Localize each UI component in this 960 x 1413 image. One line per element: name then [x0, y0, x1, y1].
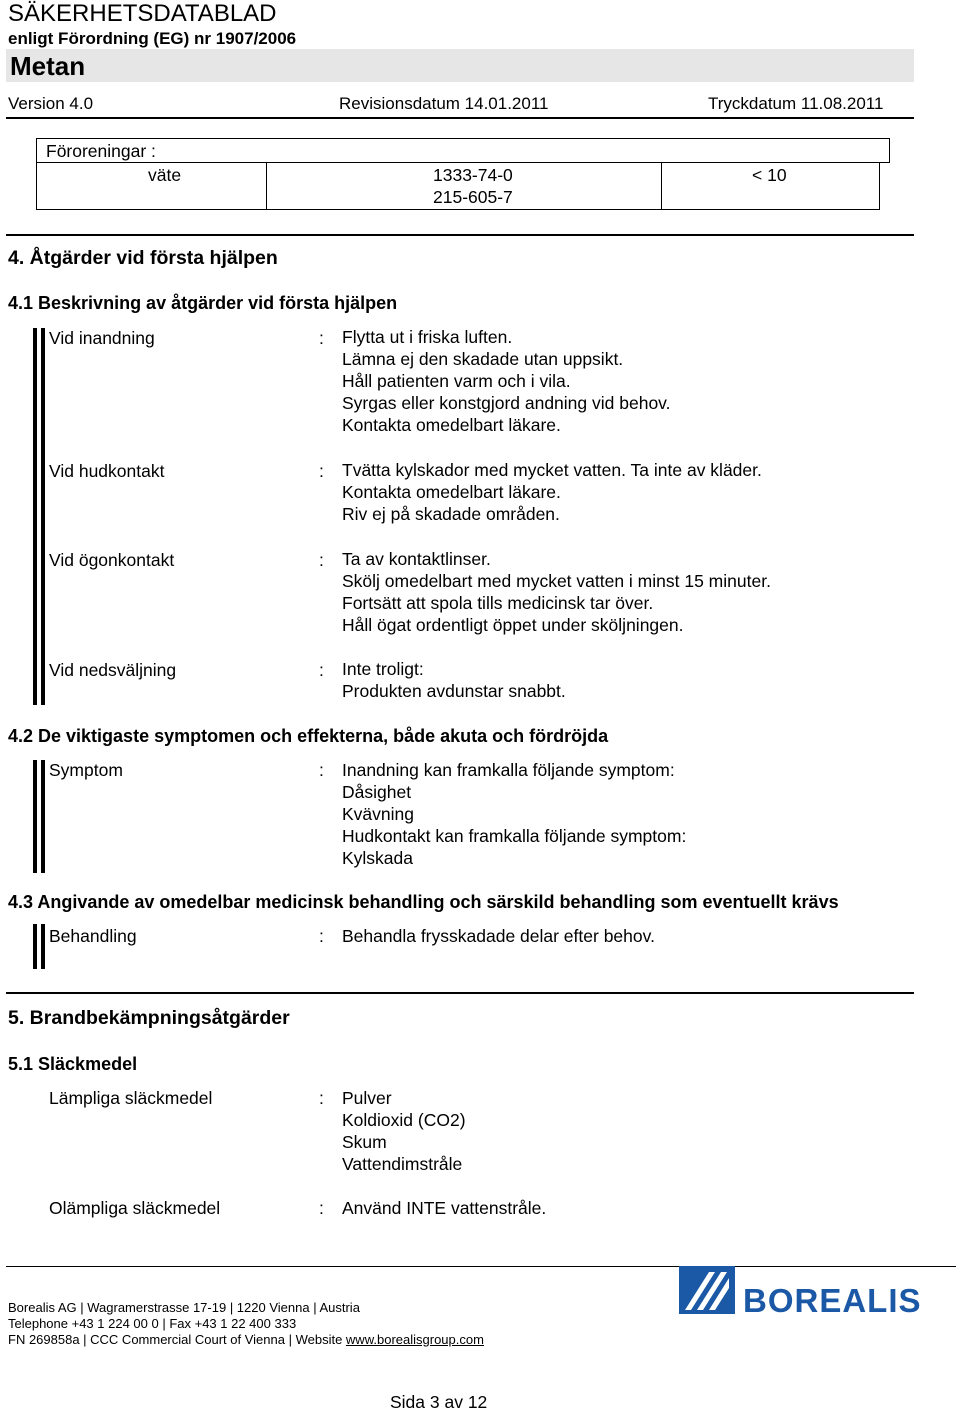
impurity-ec: 215-605-7	[433, 187, 513, 207]
separator: :	[319, 1198, 324, 1218]
item-label-eye: Vid ögonkontakt	[49, 550, 175, 570]
section43-title: 4.3 Angivande av omedelbar medicinsk behandling och särskild behandling som eventuellt krävs	[8, 892, 839, 912]
item-label-suitable-media: Lämpliga släckmedel	[49, 1088, 213, 1108]
text-line: Lämna ej den skadade utan uppsikt.	[342, 349, 624, 369]
footer-address: Borealis AG | Wagramerstrasse 17-19 | 1220 Vienna | Austria	[8, 1300, 360, 1315]
change-bar	[33, 760, 37, 873]
regulation-subtitle: enligt Förordning (EG) nr 1907/2006	[8, 29, 297, 48]
change-bar	[33, 924, 37, 969]
version: Version 4.0	[8, 94, 94, 113]
text-line: Kontakta omedelbart läkare.	[342, 482, 561, 502]
text-line: Håll ögat ordentligt öppet under sköljningen.	[342, 615, 684, 635]
separator: :	[319, 550, 324, 570]
item-label-ingestion: Vid nedsväljning	[49, 660, 177, 680]
suitable-media-text	[342, 1087, 466, 1175]
footer-registration-text: FN 269858a | CCC Commercial Court of Vienna | Website	[8, 1332, 346, 1347]
separator: :	[319, 1088, 324, 1108]
impurity-name: väte	[148, 165, 182, 185]
section42-title: 4.2 De viktigaste symptomen och effekterna, både akuta och fördröjda	[8, 726, 609, 746]
item-label-treatment: Behandling	[49, 926, 137, 946]
footer-registration	[8, 1332, 484, 1347]
separator: :	[319, 926, 324, 946]
text-line: Flytta ut i friska luften.	[342, 327, 513, 347]
product-bar	[6, 49, 914, 82]
separator: :	[319, 760, 324, 780]
text-line: Fortsätt att spola tills medicinsk tar över.	[342, 593, 654, 613]
header-rule	[6, 117, 914, 119]
product-name: Metan	[10, 51, 86, 81]
section51-title: 5.1 Släckmedel	[8, 1054, 138, 1074]
impurity-cas: 1333-74-0	[433, 165, 513, 185]
item-label-unsuitable-media: Olämpliga släckmedel	[49, 1198, 221, 1218]
print-date: Tryckdatum 11.08.2011	[708, 94, 884, 113]
treatment-text: Behandla frysskadade delar efter behov.	[342, 926, 655, 946]
page-number: Sida 3 av 12	[390, 1392, 488, 1412]
impurities-header-box	[36, 138, 890, 163]
text-line: Koldioxid (CO2)	[342, 1110, 466, 1130]
document-title: SÄKERHETSDATABLAD	[8, 0, 277, 27]
text-line: Riv ej på skadade områden.	[342, 504, 560, 524]
text-line: Inte troligt:	[342, 659, 424, 679]
revision-date: Revisionsdatum 14.01.2011	[339, 94, 549, 113]
section5-rule	[6, 992, 914, 994]
footer-phone: Telephone +43 1 224 00 0 | Fax +43 1 22 400 333	[8, 1316, 297, 1331]
footer-rule	[6, 1266, 956, 1267]
impurities-label: Föroreningar :	[46, 141, 156, 161]
change-bar	[41, 328, 45, 705]
borealis-logo-icon	[679, 1266, 735, 1314]
section4-title: 4. Åtgärder vid första hjälpen	[8, 247, 278, 269]
section41-title: 4.1 Beskrivning av åtgärder vid första hjälpen	[8, 293, 398, 313]
text-line: Skum	[342, 1132, 387, 1152]
eye-text	[342, 548, 771, 636]
text-line: Kontakta omedelbart läkare.	[342, 415, 561, 435]
section5-title: 5. Brandbekämpningsåtgärder	[8, 1007, 290, 1029]
text-line: Tvätta kylskador med mycket vatten. Ta inte av kläder.	[342, 460, 762, 480]
borealis-logo-text: BOREALIS	[743, 1282, 922, 1319]
text-line: Produkten avdunstar snabbt.	[342, 681, 566, 701]
text-line: Skölj omedelbart med mycket vatten i minst 15 minuter.	[342, 571, 771, 591]
item-label-symptom: Symptom	[49, 760, 123, 780]
section4-rule	[6, 234, 914, 236]
text-line: Dåsighet	[342, 782, 412, 802]
unsuitable-media-text: Använd INTE vattenstråle.	[342, 1198, 547, 1218]
change-bar	[33, 328, 37, 705]
text-line: Syrgas eller konstgjord andning vid behov.	[342, 393, 671, 413]
text-line: Håll patienten varm och i vila.	[342, 371, 571, 391]
text-line: Kvävning	[342, 804, 414, 824]
change-bar	[41, 760, 45, 873]
impurity-concentration: < 10	[752, 165, 787, 185]
skin-text	[342, 459, 762, 525]
inhalation-text	[342, 326, 670, 436]
text-line: Kylskada	[342, 848, 414, 868]
separator: :	[319, 461, 324, 481]
separator: :	[319, 328, 324, 348]
ingestion-text	[342, 658, 566, 702]
item-label-skin: Vid hudkontakt	[49, 461, 165, 481]
text-line: Vattendimstråle	[342, 1154, 463, 1174]
symptom-text	[342, 759, 686, 869]
text-line: Pulver	[342, 1088, 392, 1108]
separator: :	[319, 660, 324, 680]
change-bar	[41, 924, 45, 969]
text-line: Hudkontakt kan framkalla följande symptom:	[342, 826, 687, 846]
item-label-inhalation: Vid inandning	[49, 328, 155, 348]
text-line: Ta av kontaktlinser.	[342, 549, 491, 569]
text-line: Inandning kan framkalla följande symptom:	[342, 760, 675, 780]
website-link[interactable]: www.borealisgroup.com	[345, 1332, 484, 1347]
